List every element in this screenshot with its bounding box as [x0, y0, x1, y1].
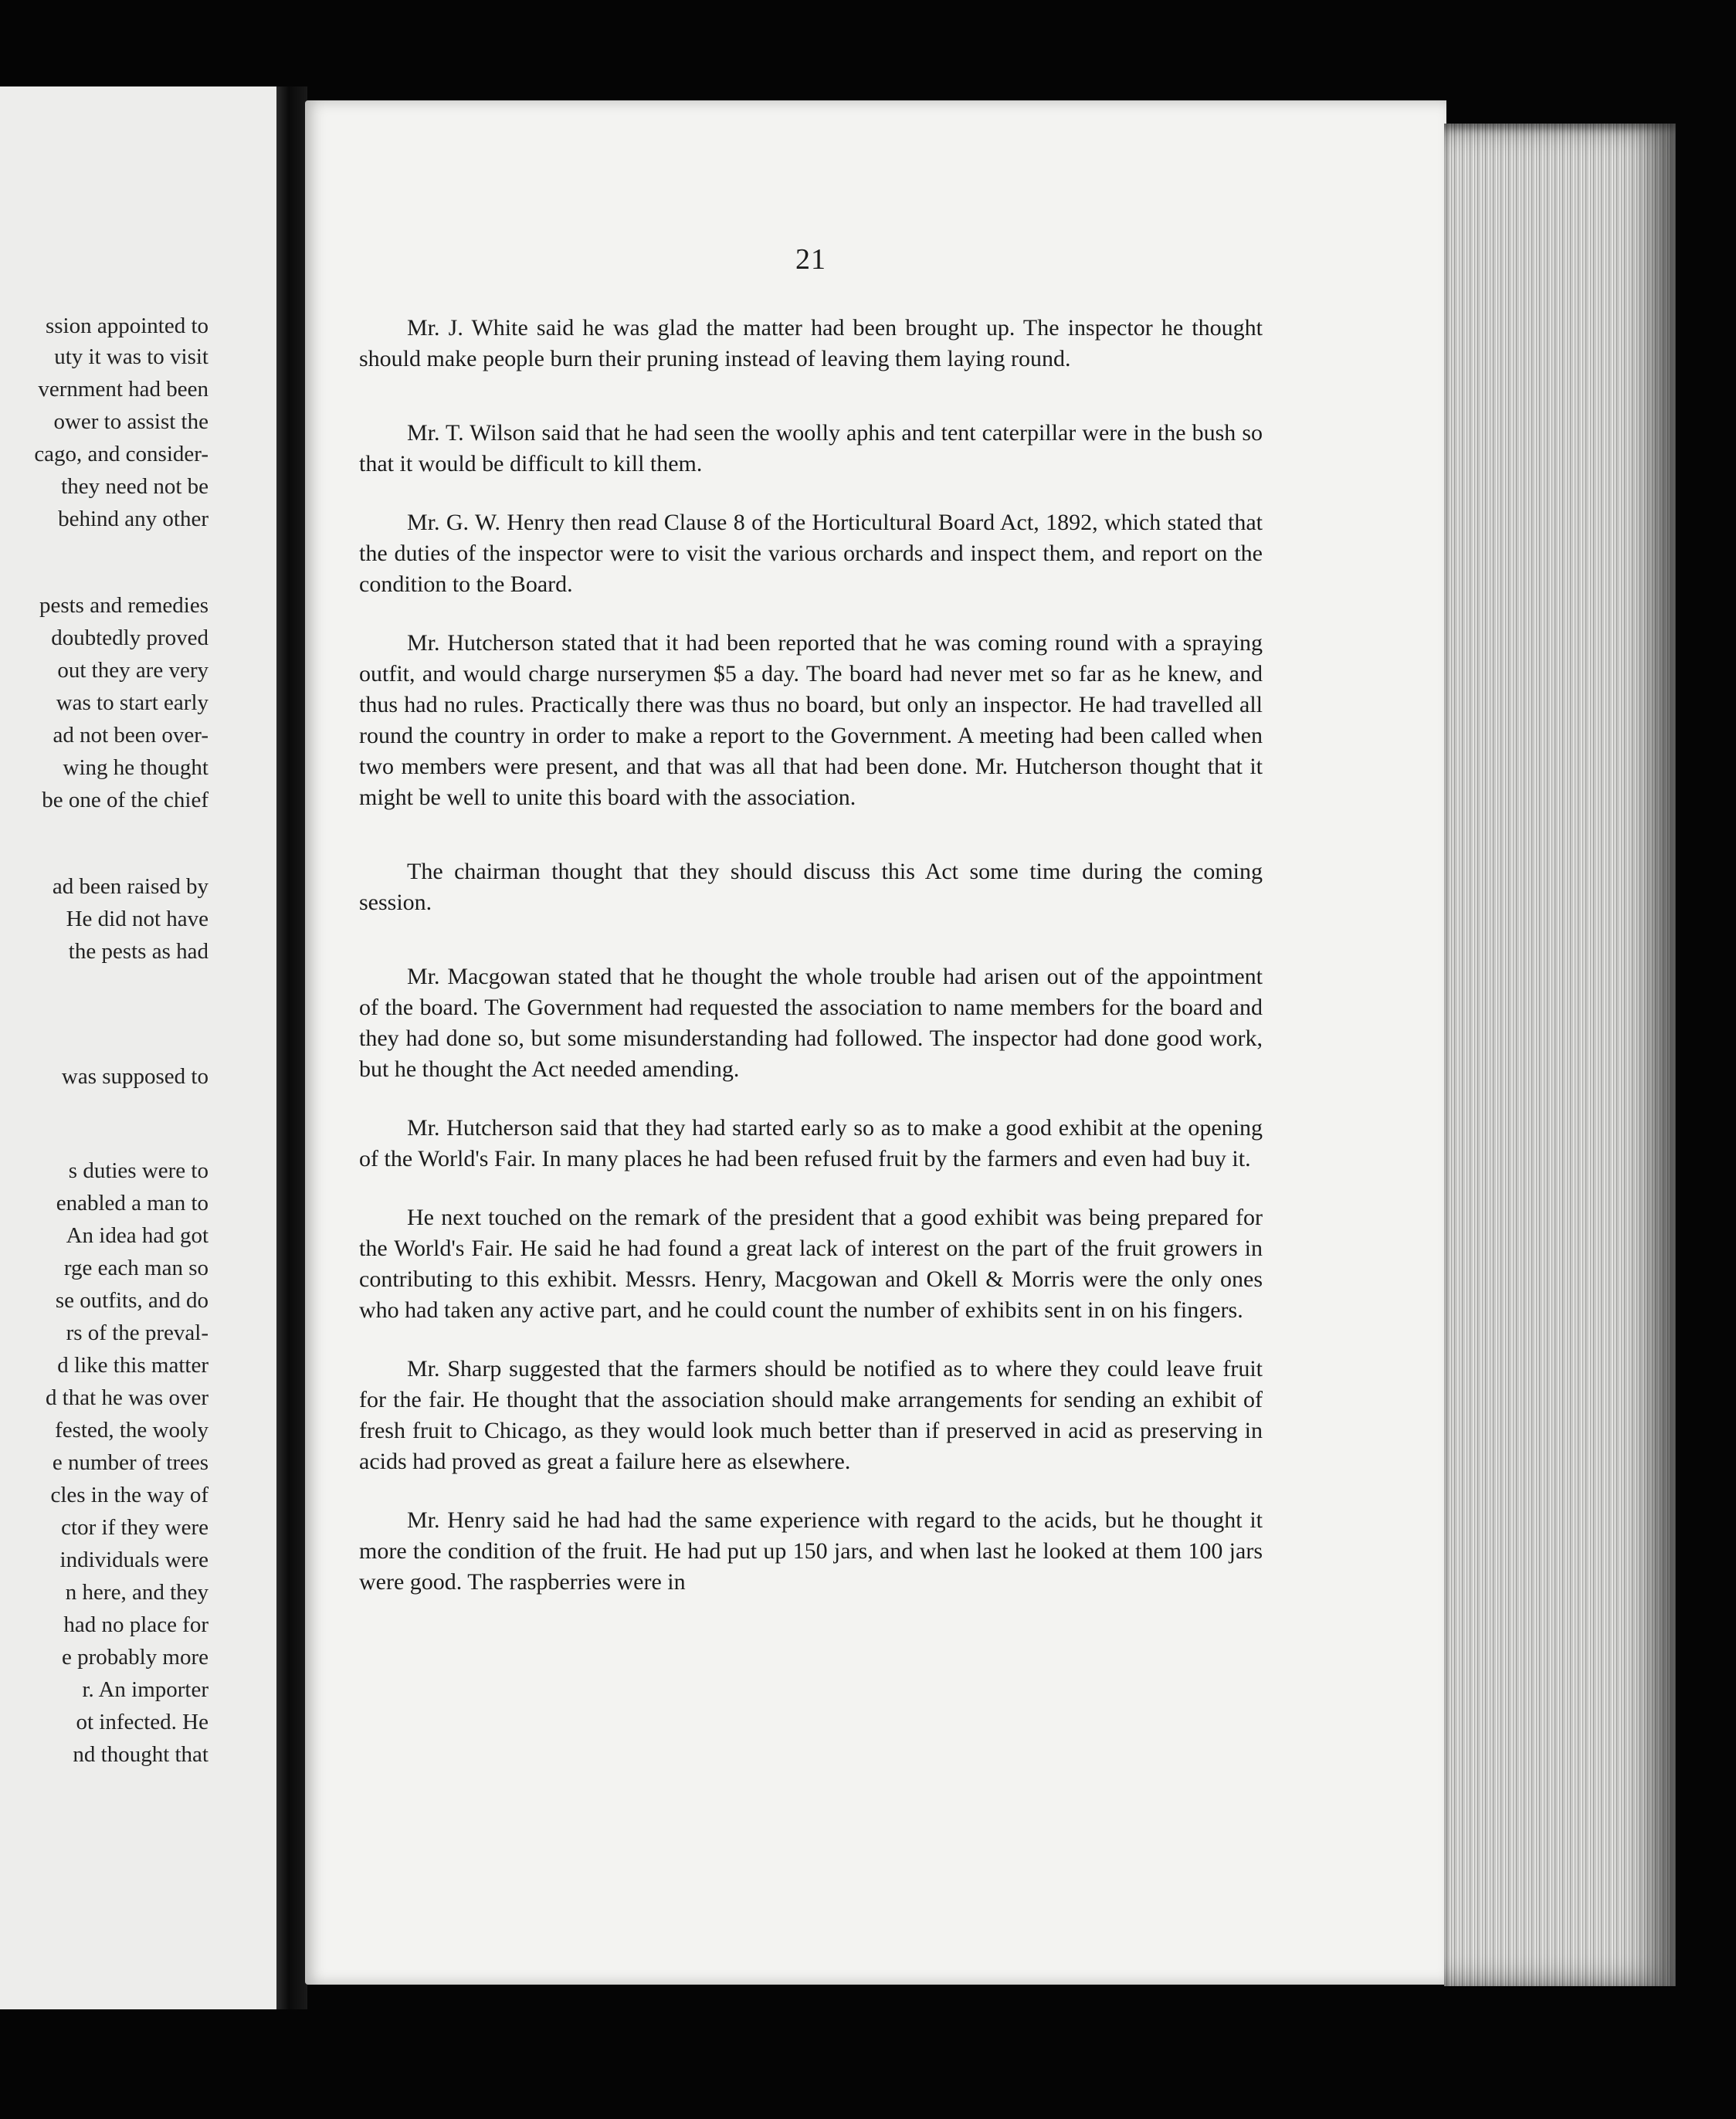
paragraph: Mr. Macgowan stated that he thought the whole trouble had arisen out of the appointment of the board. The Government had requested the association to name members for the board and they had done so, but some misunderstanding had followed. The inspector had done good work, but he thought the Act needed amending. — [359, 964, 1263, 1082]
previous-page-line: e number of trees — [52, 1450, 209, 1475]
previous-page-line: rge each man so — [63, 1256, 209, 1280]
previous-page-line: ad been raised by — [52, 874, 209, 899]
previous-page-line: was supposed to — [61, 1064, 209, 1089]
paragraph: Mr. T. Wilson said that he had seen the woolly aphis and tent caterpillar were in the bush so that it would be difficult to kill them. — [359, 420, 1263, 476]
previous-page-line: behind any other — [58, 507, 209, 531]
previous-page-line: r. An importer — [82, 1677, 209, 1702]
paragraph: Mr. Hutcherson said that they had started early so as to make a good exhibit at the opening of the World's Fair. In many places he had been refused fruit by the farmers and even had buy it. — [359, 1115, 1263, 1171]
paragraph: Mr. Hutcherson stated that it had been reported that he was coming round with a spraying outfit, and would charge nurserymen $5 a day. The board had never met so far as he knew, and thus had no rules. Practically there was thus no board, but only an inspector. He had travelled all round the country in order to make a report to the Government. A meeting had been called when two members were present, and that was all that had been done. Mr. Hutcherson thought that it might be well to unite this board with the association. — [359, 630, 1263, 810]
previous-page — [0, 86, 281, 2009]
previous-page-line: e probably more — [61, 1645, 209, 1670]
previous-page-line: the pests as had — [68, 939, 209, 964]
previous-page-line: fested, the wooly — [55, 1418, 209, 1443]
previous-page-line: An idea had got — [66, 1223, 209, 1248]
previous-page-line: individuals were — [59, 1548, 209, 1572]
previous-page-line: uty it was to visit — [54, 344, 209, 369]
previous-page-line: ower to assist the — [53, 409, 209, 434]
book-gutter — [276, 86, 307, 2009]
previous-page-line: they need not be — [61, 474, 209, 499]
previous-page-line: be one of the chief — [42, 788, 209, 812]
paragraph: Mr. Henry said he had had the same experience with regard to the acids, but he thought it more the condition of the fruit. He had put up 150 jars, and when last he looked at them 100 jars were good. The raspberries were in — [359, 1507, 1263, 1595]
previous-page-line: nd thought that — [73, 1742, 209, 1767]
previous-page-line: s duties were to — [68, 1158, 209, 1183]
previous-page-line: rs of the preval- — [66, 1321, 209, 1345]
previous-page-line: pests and remedies — [39, 593, 209, 618]
paragraph: Mr. Sharp suggested that the farmers should be notified as to where they could leave fruit for the fair. He thought that the association should make arrangements for sending an exhibit of fresh fruit to Chicago, as they would look much better than if preserved in acid as preserving in acids had proved as great a failure here as elsewhere. — [359, 1356, 1263, 1474]
previous-page-line: vernment had been — [38, 377, 209, 402]
previous-page-line: se outfits, and do — [55, 1288, 209, 1313]
previous-page-line: out they are very — [57, 658, 209, 683]
previous-page-line: He did not have — [66, 907, 209, 931]
paragraph: Mr. J. White said he was glad the matter had been brought up. The inspector he thought should make people burn their pruning instead of leaving them laying round. — [359, 315, 1263, 371]
paragraph: He next touched on the remark of the president that a good exhibit was being prepared for the World's Fair. He said he had found a great lack of interest on the part of the fruit growers in contributing to this exhibit. Messrs. Henry, Macgowan and Okell & Morris were the only ones who had taken any active part, and he could count the number of exhibits sent in on his fingers. — [359, 1205, 1263, 1323]
page-number: 21 — [795, 243, 826, 276]
previous-page-line: wing he thought — [63, 755, 209, 780]
previous-page-line: was to start early — [56, 690, 209, 715]
previous-page-line: ad not been over- — [53, 723, 209, 748]
previous-page-line: n here, and they — [65, 1580, 209, 1605]
previous-page-line: enabled a man to — [56, 1191, 209, 1215]
previous-page-line: ot infected. He — [76, 1710, 209, 1734]
paragraph: Mr. G. W. Henry then read Clause 8 of the Horticultural Board Act, 1892, which stated that the duties of the inspector were to visit the various orchards and inspect them, and report on the condition to the Board. — [359, 510, 1263, 597]
previous-page-line: cles in the way of — [50, 1483, 209, 1507]
page-edges — [1444, 124, 1676, 1986]
previous-page-line: had no place for — [63, 1612, 209, 1637]
previous-page-line: ctor if they were — [61, 1515, 209, 1540]
previous-page-line: cago, and consider- — [34, 442, 209, 466]
previous-page-line: doubtedly proved — [51, 626, 209, 650]
previous-page-line: d like this matter — [57, 1353, 209, 1378]
previous-page-line: d that he was over — [46, 1385, 209, 1410]
paragraph: The chairman thought that they should discuss this Act some time during the coming session. — [359, 859, 1263, 915]
previous-page-line: ssion appointed to — [45, 314, 209, 338]
page-body — [359, 313, 1263, 1626]
